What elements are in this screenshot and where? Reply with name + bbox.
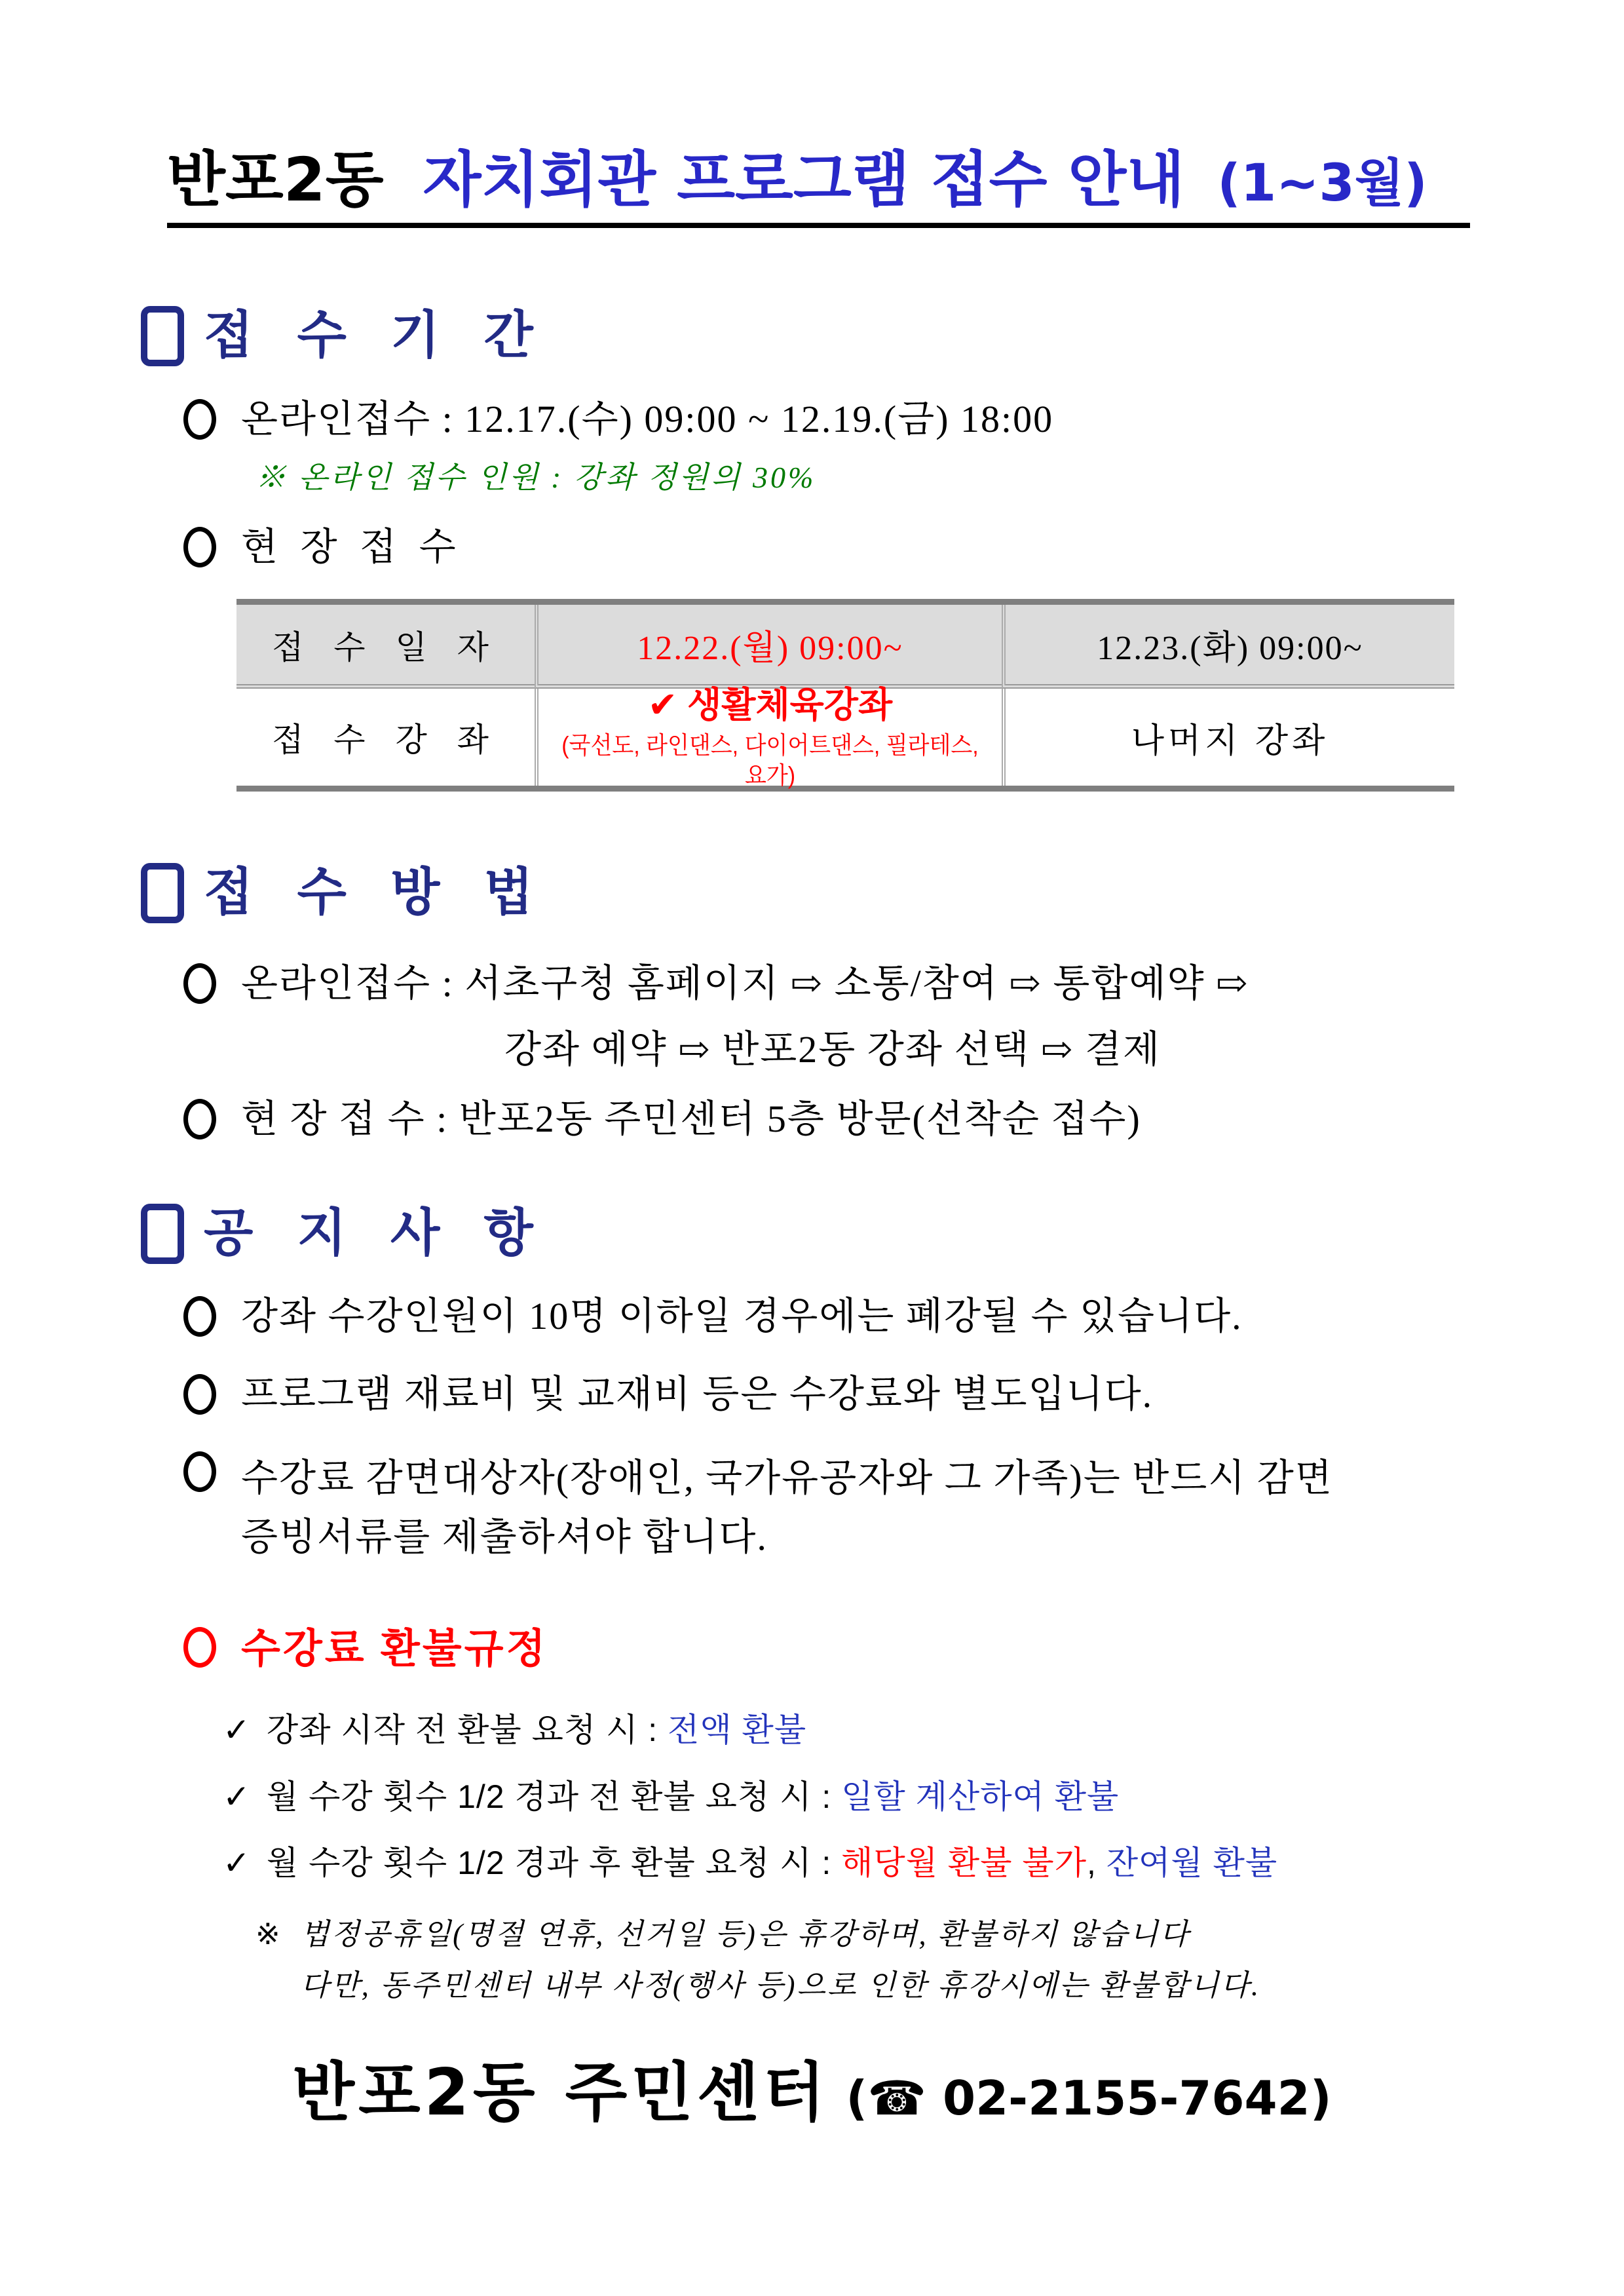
table-body-course-label: 접 수 강 좌: [236, 689, 535, 786]
onsite-reception-label: 현 장 접 수: [241, 525, 463, 568]
section-heading-reception-method: [141, 862, 1483, 924]
holiday-footnote-text: [301, 1909, 1260, 2011]
square-bullet-icon: [141, 306, 184, 366]
reception-schedule-table: [236, 599, 1454, 792]
title-main-text: 자치회관 프로그램 접수 안내: [423, 145, 1185, 215]
method-onsite-text: 현 장 접 수 : 반포2동 주민센터 5층 방문(선착순 접수): [241, 1098, 1141, 1141]
refund-rule-before-start: [223, 1710, 1483, 1751]
method-online-line1: [183, 961, 1483, 1007]
refund-policy-heading: [183, 1624, 1483, 1674]
method-online-steps-1: 온라인접수 : 서초구청 홈페이지 ⇨ 소통/참여 ⇨ 통합예약 ⇨: [241, 961, 1249, 1004]
square-bullet-icon: [141, 863, 184, 923]
table-body-remaining-courses: 나머지 강좌: [1002, 689, 1454, 786]
refund-rule-text: 강좌 시작 전 환불 요청 시 : 전액 환불: [266, 1711, 807, 1748]
holiday-footnote: [255, 1909, 1483, 2011]
notice-item-line2: 증빙서류를 제출하셔야 합니다.: [241, 1516, 768, 1559]
circle-bullet-icon: [183, 399, 216, 440]
refund-rule-text: 월 수강 횟수 1/2 경과 전 환불 요청 시 : 일할 계산하여 환불: [266, 1778, 1120, 1816]
notice-item-cancellation: [183, 1293, 1483, 1340]
notice-item-fee-reduction: [183, 1449, 1483, 1567]
check-icon: ✓: [223, 1844, 251, 1881]
section-heading-notice: [141, 1203, 1483, 1265]
table-body-sports-courses: ✔ 생활체육강좌 (국선도, 라인댄스, 다이어트댄스, 필라테스, 요가): [535, 689, 1002, 786]
online-reception-line: [183, 396, 1483, 443]
section-heading-reception-period: [141, 305, 1483, 367]
circle-bullet-icon: [183, 963, 216, 1004]
circle-bullet-icon: [183, 1451, 216, 1492]
section-heading-label: 접 수 기 간: [204, 305, 546, 365]
holiday-footnote-line2: 다만, 동주민센터 내부 사정(행사 등)으로 인한 휴강시에는 환불합니다.: [300, 1968, 1261, 2002]
onsite-reception-line: [183, 524, 1483, 571]
circle-bullet-icon: [183, 1296, 216, 1337]
refund-rule-after-half: [223, 1843, 1483, 1884]
table-header-date-label: 접 수 일 자: [236, 605, 535, 689]
section-heading-label: 접 수 방 법: [204, 863, 546, 923]
method-onsite-line: [183, 1096, 1483, 1143]
notice-item-text: [241, 1449, 1333, 1567]
notice-item-text: 강좌 수강인원이 10명 이하일 경우에는 폐강될 수 있습니다.: [241, 1294, 1243, 1337]
section-heading-label: 공 지 사 항: [204, 1204, 546, 1263]
circle-bullet-icon-red: [183, 1627, 216, 1668]
refund-rule-text: 월 수강 횟수 1/2 경과 후 환불 요청 시 : 해당월 환불 불가, 잔여월 환불: [266, 1844, 1278, 1881]
notice-item-text: 프로그램 재료비 및 교재비 등은 수강료와 별도입니다.: [241, 1372, 1154, 1415]
title-dong-name: 반포2동: [167, 145, 384, 215]
online-reception-text: 온라인접수 : 12.17.(수) 09:00 ~ 12.19.(금) 18:00: [241, 398, 1054, 441]
title-period-range: (1~3월): [1217, 154, 1427, 213]
online-capacity-note: ※ 온라인 접수 인원 : 강좌 정원의 30%: [255, 461, 816, 495]
footer-office-line: [141, 2041, 1483, 2133]
page-title: [167, 145, 1470, 228]
notice-item-materials-fee: [183, 1371, 1483, 1418]
circle-bullet-icon: [183, 1374, 216, 1415]
table-header-date-tue: 12.23.(화) 09:00~: [1002, 605, 1454, 689]
method-online-steps-2: 강좌 예약 ⇨ 반포2동 강좌 선택 ⇨ 결제: [504, 1027, 1161, 1071]
circle-bullet-icon: [183, 1099, 216, 1139]
reference-mark-icon: ※: [255, 1918, 282, 1951]
circle-bullet-icon: [183, 527, 216, 567]
check-icon: ✓: [223, 1778, 251, 1816]
notice-item-line1: 수강료 감면대상자(장애인, 국가유공자와 그 가족)는 반드시 감면: [241, 1457, 1333, 1500]
holiday-footnote-line1: 법정공휴일(명절 연휴, 선거일 등)은 휴강하며, 환불하지 않습니다: [300, 1918, 1190, 1951]
square-bullet-icon: [141, 1204, 184, 1264]
check-icon: ✓: [223, 1711, 251, 1748]
table-header-date-mon: 12.22.(월) 09:00~: [535, 605, 1002, 689]
footer-office-name: 반포2동 주민센터: [292, 2056, 829, 2131]
refund-rule-before-half: [223, 1776, 1483, 1818]
footer-phone-number: (☎ 02-2155-7642): [846, 2071, 1332, 2126]
refund-policy-title: 수강료 환불규정: [241, 1626, 548, 1672]
